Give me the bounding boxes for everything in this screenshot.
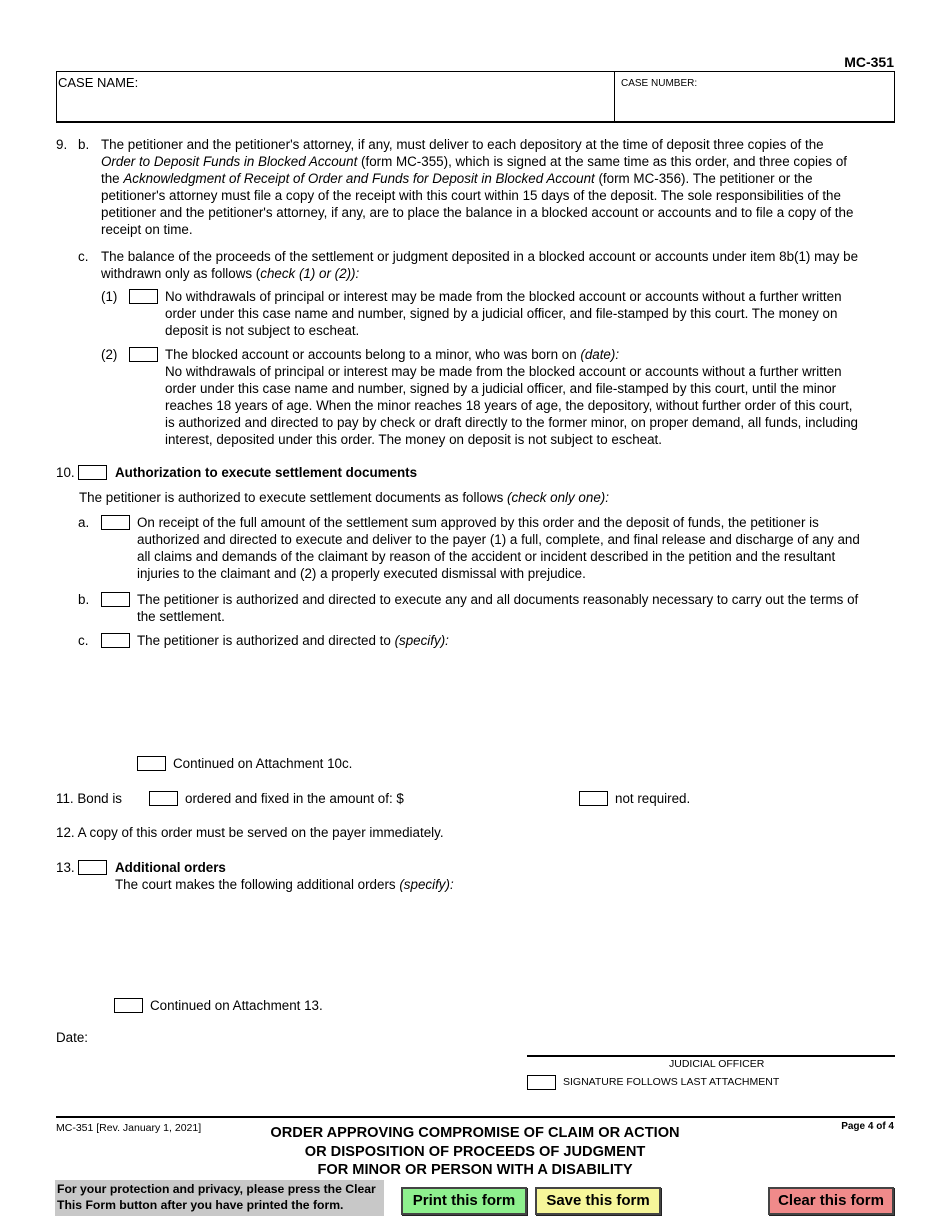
item12-text: 12. A copy of this order must be served on the payer immediately. [56,825,444,840]
item9b-text: The petitioner and the petitioner's attorney, if any, must deliver to each depository at the time of deposit three copies of the Order to Deposit Funds in Blocked Account (form MC-355), which is signed at the same time as this order, and three copies of the Acknowledgment of Receipt of Order and Funds for Deposit in Blocked Account (form MC-356). The petitioner or the petitioner's attorney must file a copy of the receipt with this court within 15 days of the deposit. The sole responsibilities of the petitioner and the petitioner's attorney, if any, are to place the balance in a blocked account or accounts and to file a copy of the receipt on time. [101,137,854,238]
item10a-checkbox[interactable] [101,515,130,530]
item11-label: 11. Bond is [56,791,123,806]
item10-checkbox[interactable] [78,465,107,480]
signature-follows-label: SIGNATURE FOLLOWS LAST ATTACHMENT [563,1076,780,1088]
item13-continued-checkbox[interactable] [114,998,143,1013]
item9c2-text: The blocked account or accounts belong to a minor, who was born on (date): No withdrawals of principal or interest may be made from the blocked account or accounts without a further written order under this case name and number, signed by a judicial officer, and file-stamped by this court, until the minor reaches 18 years of age. When the minor reaches 18 years of age, the depository, without further order of this court, is authorized and directed to pay by check or draft directly to the former minor, on proper demand, all funds, including interest, deposited under this order. The money on deposit is not subject to escheat. [165,347,858,448]
item10a-text: On receipt of the full amount of the settlement sum approved by this order and the deposit of funds, the petitioner is authorized and directed to execute and deliver to the payer (1) a full, complete, and final release and discharge of any and all claims and demands of the claimant by reason of the accident or incident described in the petition and the resultant injuries to the claimant and (2) a properly executed dismissal with prejudice. [137,515,860,582]
item10-intro: The petitioner is authorized to execute settlement documents as follows (check only one): [79,490,609,505]
footer-rule [56,1116,895,1118]
item10c-letter: c. [78,633,89,648]
item9c-letter: c. [78,249,89,264]
item10b-text: The petitioner is authorized and directed to execute any and all documents reasonably necessary to carry out the terms of the settlement. [137,592,859,625]
item10b-letter: b. [78,592,90,607]
item13-checkbox[interactable] [78,860,107,875]
page-number: Page 4 of 4 [841,1121,894,1132]
form-title: ORDER APPROVING COMPROMISE OF CLAIM OR ACTION OR DISPOSITION OF PROCEEDS OF JUDGMENT FOR MINOR OR PERSON WITH A DISABILITY [270,1125,680,1179]
case-header-divider [614,71,615,123]
item10c-continued-checkbox[interactable] [137,756,166,771]
item13-text: The court makes the following additional orders (specify): [115,877,454,892]
item9c1-checkbox[interactable] [129,289,158,304]
item10b-checkbox[interactable] [101,592,130,607]
item9b-letter: b. [78,137,90,152]
item9c2-number: (2) [101,347,118,362]
bond-ordered-checkbox[interactable] [149,791,178,806]
item9c2-checkbox[interactable] [129,347,158,362]
item9c1-number: (1) [101,289,118,304]
print-form-button[interactable]: Print this form [401,1187,527,1215]
item13-continued-label: Continued on Attachment 13. [150,998,323,1013]
item9-number: 9. [56,137,68,152]
bond-ordered-label: ordered and fixed in the amount of: $ [185,791,404,806]
bond-not-required-label: not required. [615,791,691,806]
privacy-notice: For your protection and privacy, please press the Clear This Form button after you have printed the form. [55,1180,384,1216]
item10-title: Authorization to execute settlement documents [115,465,418,480]
item13-number: 13. [56,860,75,875]
case-header-box [56,71,895,123]
case-number-label: CASE NUMBER: [621,78,698,89]
signature-line [527,1055,895,1057]
clear-form-button[interactable]: Clear this form [768,1187,894,1215]
bond-not-required-checkbox[interactable] [579,791,608,806]
item10c-checkbox[interactable] [101,633,130,648]
date-label: Date: [56,1030,89,1045]
form-revision: MC-351 [Rev. January 1, 2021] [56,1122,202,1134]
item13-title: Additional orders [115,860,226,875]
item9c1-text: No withdrawals of principal or interest may be made from the blocked account or accounts without a further written order under this case name and number, signed by a judicial officer, and file-stamped by this court. The money on deposit is not subject to escheat. [165,289,842,339]
save-form-button[interactable]: Save this form [535,1187,661,1215]
item10c-text: The petitioner is authorized and directed to (specify): [137,633,449,648]
case-name-label: CASE NAME: [58,75,139,90]
item10c-continued-label: Continued on Attachment 10c. [173,756,353,771]
signature-follows-checkbox[interactable] [527,1075,556,1090]
form-id: MC-351 [844,54,894,70]
item10-number: 10. [56,465,75,480]
item9c-text: The balance of the proceeds of the settlement or judgment deposited in a blocked account or accounts under item 8b(1) may be withdrawn only as follows (check (1) or (2)): [101,249,859,282]
judicial-officer-label: JUDICIAL OFFICER [669,1058,765,1070]
item10a-letter: a. [78,515,90,530]
